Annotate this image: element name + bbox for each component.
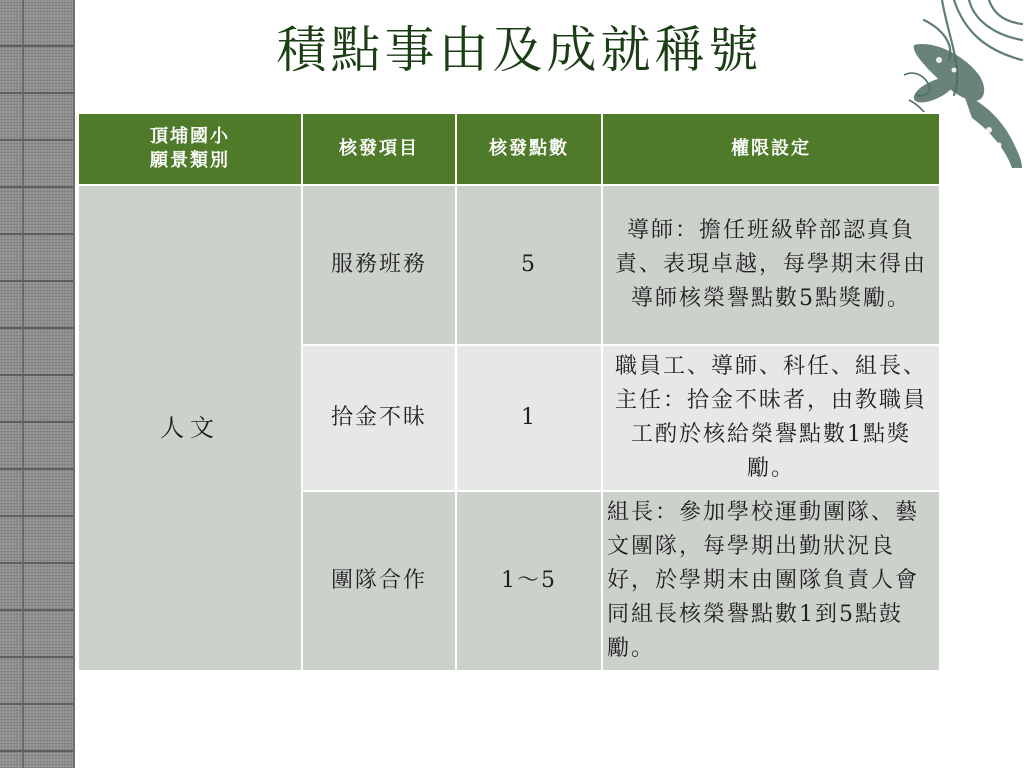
reward-points-table <box>77 112 941 672</box>
page-title: 積點事由及成就稱號 <box>276 21 763 79</box>
item-cell: 團隊合作 <box>302 491 456 671</box>
header-category: 頂埔國小 願景類別 <box>78 113 302 185</box>
points-cell: 1～5 <box>456 491 602 671</box>
permission-cell: 組長：參加學校運動團隊、藝文團隊，每學期出勤狀況良好，於學期末由團隊負責人會同組長核榮譽點數1到5點鼓勵。 <box>602 491 940 671</box>
table-header-row <box>78 113 940 185</box>
item-cell: 服務班務 <box>302 185 456 345</box>
strip-edge <box>73 0 75 768</box>
points-cell: 5 <box>456 185 602 345</box>
header-item: 核發項目 <box>302 113 456 185</box>
points-cell: 1 <box>456 345 602 491</box>
header-points: 核發點數 <box>456 113 602 185</box>
strip-tile-pattern <box>0 0 75 768</box>
permission-cell: 職員工、導師、科任、組長、主任：拾金不昧者，由教職員工酌於核給榮譽點數1點獎勵。 <box>602 345 940 491</box>
table-row <box>78 185 940 345</box>
item-cell: 拾金不昧 <box>302 345 456 491</box>
category-cell: 人文 <box>78 185 302 671</box>
left-decorative-strip <box>0 0 75 768</box>
header-permission: 權限設定 <box>602 113 940 185</box>
permission-cell: 導師：擔任班級幹部認真負責、表現卓越，每學期末得由導師核榮譽點數5點獎勵。 <box>602 185 940 345</box>
